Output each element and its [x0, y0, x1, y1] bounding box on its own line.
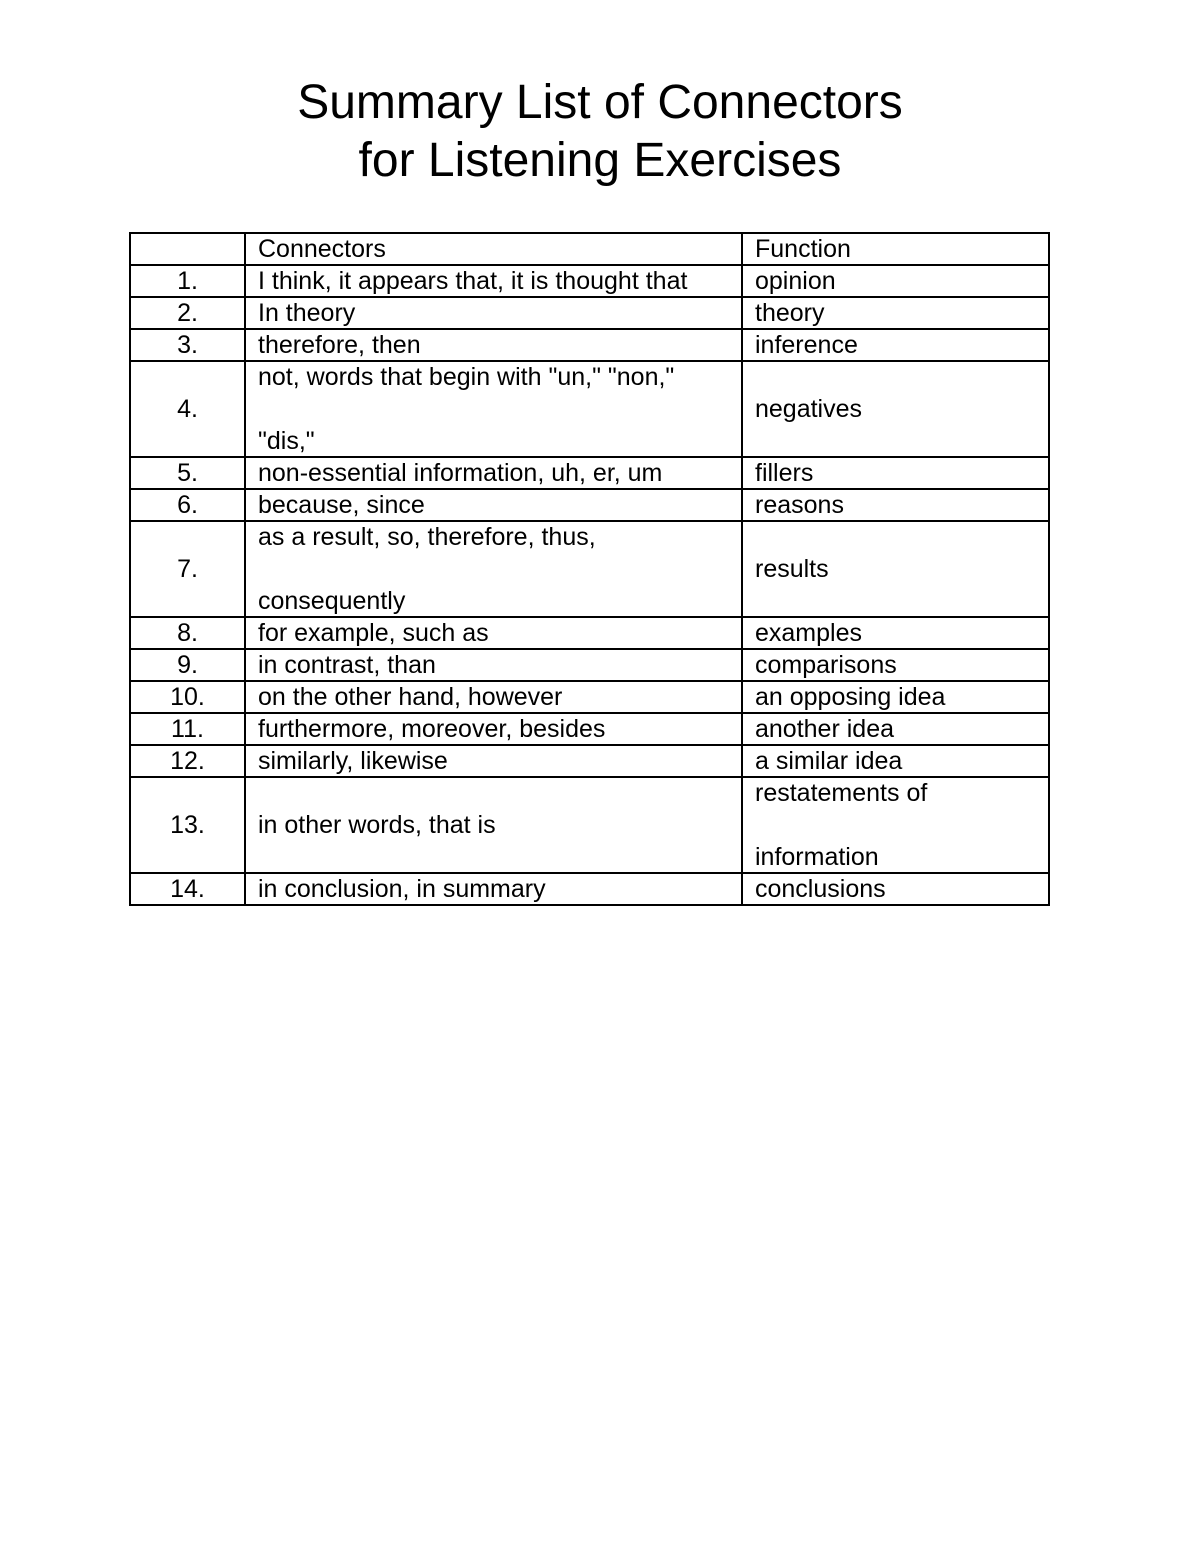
title-line-2: for Listening Exercises — [358, 134, 842, 187]
table-row — [130, 681, 1049, 713]
row-function: comparisons — [742, 649, 1049, 681]
table-row — [130, 873, 1049, 905]
row-connector-line-1: as a result, so, therefore, thus, — [258, 523, 596, 551]
row-number: 9. — [130, 649, 245, 681]
row-function: theory — [742, 297, 1049, 329]
row-function-line-2: information — [755, 843, 879, 871]
row-connector: non-essential information, uh, er, um — [245, 457, 742, 489]
row-number: 10. — [130, 681, 245, 713]
table-row — [130, 361, 1049, 457]
row-number: 4. — [130, 361, 245, 457]
table-row — [130, 457, 1049, 489]
table-row — [130, 617, 1049, 649]
header-connectors: Connectors — [245, 233, 742, 265]
row-function: conclusions — [742, 873, 1049, 905]
row-number: 7. — [130, 521, 245, 617]
row-connector: In theory — [245, 297, 742, 329]
row-connector-line-2: consequently — [258, 587, 406, 615]
row-number: 11. — [130, 713, 245, 745]
row-number: 1. — [130, 265, 245, 297]
row-number: 8. — [130, 617, 245, 649]
table-row — [130, 265, 1049, 297]
table-row — [130, 745, 1049, 777]
row-number: 14. — [130, 873, 245, 905]
row-connector: for example, such as — [245, 617, 742, 649]
row-function: results — [742, 521, 1049, 617]
table-row — [130, 713, 1049, 745]
row-function-line-1: restatements of — [755, 779, 928, 807]
table-row — [130, 489, 1049, 521]
table-row — [130, 329, 1049, 361]
row-connector: similarly, likewise — [245, 745, 742, 777]
row-function: reasons — [742, 489, 1049, 521]
row-function: a similar idea — [742, 745, 1049, 777]
row-connector-line-1: not, words that begin with "un," "non," — [258, 363, 675, 391]
row-function: inference — [742, 329, 1049, 361]
row-function: another idea — [742, 713, 1049, 745]
row-connector: I think, it appears that, it is thought that — [245, 265, 742, 297]
row-connector: therefore, then — [245, 329, 742, 361]
row-number: 5. — [130, 457, 245, 489]
row-connector: in contrast, than — [245, 649, 742, 681]
page-title — [0, 74, 1200, 190]
row-connector: in conclusion, in summary — [245, 873, 742, 905]
table-row — [130, 649, 1049, 681]
row-connector: because, since — [245, 489, 742, 521]
row-function: opinion — [742, 265, 1049, 297]
table-row — [130, 521, 1049, 617]
row-number: 3. — [130, 329, 245, 361]
row-function — [742, 777, 1049, 873]
row-connector: on the other hand, however — [245, 681, 742, 713]
row-number: 2. — [130, 297, 245, 329]
row-connector: in other words, that is — [245, 777, 742, 873]
row-function: negatives — [742, 361, 1049, 457]
table-row — [130, 297, 1049, 329]
connectors-table — [129, 232, 1050, 906]
title-line-1: Summary List of Connectors — [297, 76, 903, 129]
table-row — [130, 777, 1049, 873]
row-function: examples — [742, 617, 1049, 649]
table-header-row — [130, 233, 1049, 265]
row-function: an opposing idea — [742, 681, 1049, 713]
row-number: 12. — [130, 745, 245, 777]
row-connector — [245, 521, 742, 617]
row-connector — [245, 361, 742, 457]
row-number: 13. — [130, 777, 245, 873]
header-function: Function — [742, 233, 1049, 265]
row-connector-line-2: "dis," — [258, 427, 315, 455]
row-number: 6. — [130, 489, 245, 521]
row-function: fillers — [742, 457, 1049, 489]
header-number — [130, 233, 245, 265]
row-connector: furthermore, moreover, besides — [245, 713, 742, 745]
